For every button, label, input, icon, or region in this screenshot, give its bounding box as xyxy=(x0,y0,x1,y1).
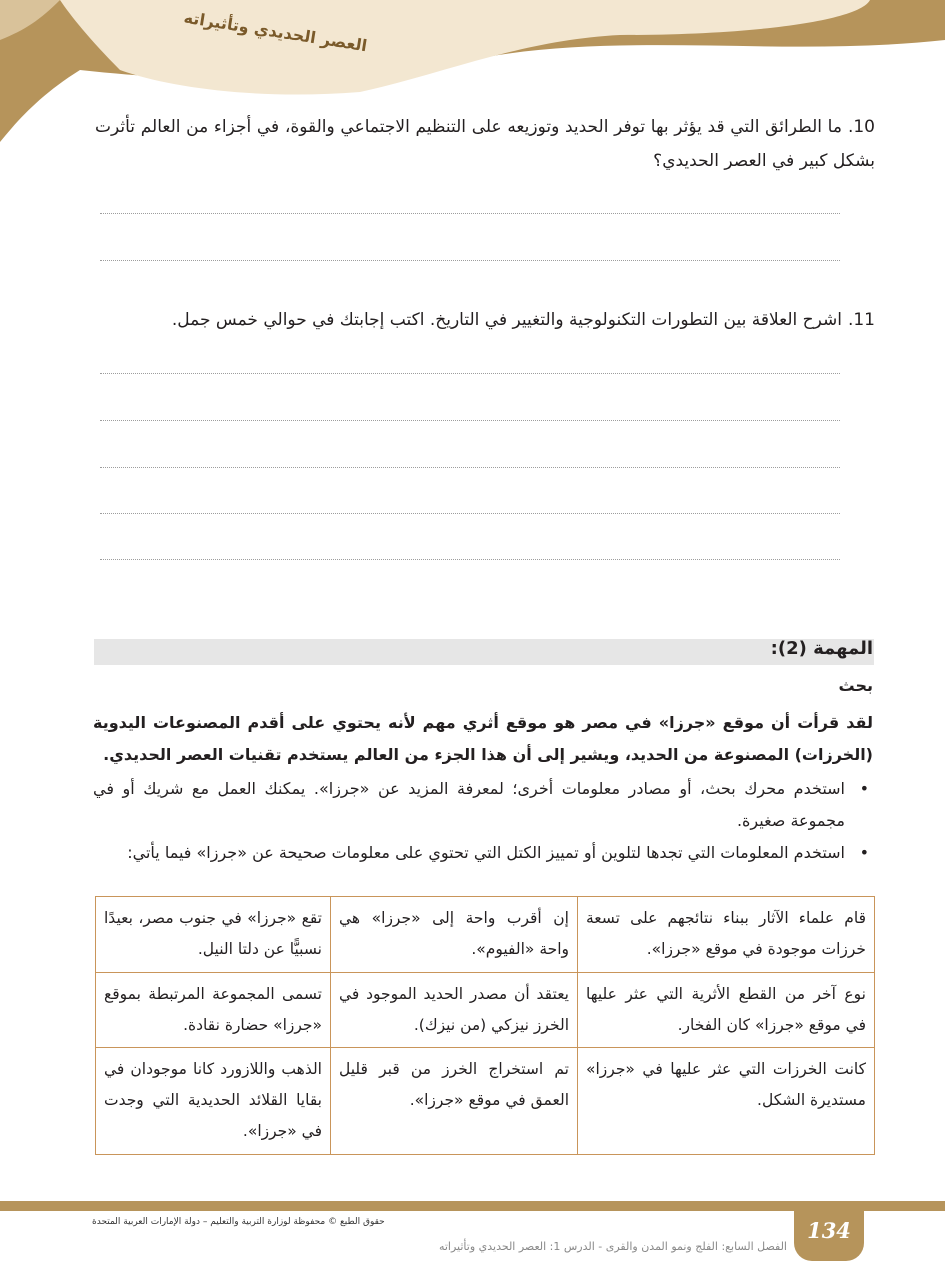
question-number: 10. xyxy=(847,117,875,137)
question-number: 11. xyxy=(847,310,875,330)
list-item xyxy=(93,773,873,837)
table-row xyxy=(96,1048,875,1155)
table-cell[interactable]: قام علماء الآثار ببناء نتائجهم على تسعة خرزات موجودة في موقع «جرزا». xyxy=(578,897,875,973)
table-cell[interactable]: تم استخراج الخرز من قبر قليل العمق في موقع «جرزا». xyxy=(331,1048,578,1155)
table-cell[interactable]: كانت الخرزات التي عثر عليها في «جرزا» مستديرة الشكل. xyxy=(578,1048,875,1155)
list-item-text: استخدم المعلومات التي تجدها لتلوين أو تمييز الكتل التي تحتوي على معلومات صحيحة عن «جرزا» فيما يأتي: xyxy=(127,843,845,862)
answer-line[interactable] xyxy=(100,420,840,421)
task-subtitle: بحث xyxy=(838,676,873,695)
answer-line[interactable] xyxy=(100,373,840,374)
question-text: اشرح العلاقة بين التطورات التكنولوجية والتغيير في التاريخ. اكتب إجابتك في حوالي خمس جمل. xyxy=(171,310,842,330)
breadcrumb: الفصل السابع: الفلج ونمو المدن والقرى - الدرس 1: العصر الحديدي وتأثيراته xyxy=(438,1240,787,1253)
table-cell[interactable]: يعتقد أن مصدر الحديد الموجود في الخرز نيزكي (من نيزك). xyxy=(331,973,578,1048)
table-cell[interactable]: إن أقرب واحة إلى «جرزا» هي واحة «الفيوم». xyxy=(331,897,578,973)
question-text: ما الطرائق التي قد يؤثر بها توفر الحديد وتوزيعه على التنظيم الاجتماعي والقوة، في أجزاء من العالم تأثرت بشكل كبير في العصر الحديدي؟ xyxy=(95,117,875,171)
task-title-bar xyxy=(94,639,874,665)
list-item xyxy=(93,837,873,869)
table-row xyxy=(96,973,875,1048)
page-number: 134 xyxy=(807,1218,851,1243)
table-row xyxy=(96,897,875,973)
answer-line[interactable] xyxy=(100,260,840,261)
bullet-icon: • xyxy=(859,779,869,798)
answer-line[interactable] xyxy=(100,559,840,560)
bullet-icon: • xyxy=(859,843,869,862)
table-cell[interactable]: تقع «جرزا» في جنوب مصر، بعيدًا نسبيًّا عن دلتا النيل. xyxy=(96,897,331,973)
table-cell[interactable]: الذهب واللازورد كانا موجودان في بقايا القلائد الحديدية التي وجدت في «جرزا». xyxy=(96,1048,331,1155)
answer-line[interactable] xyxy=(100,467,840,468)
answer-line[interactable] xyxy=(100,213,840,214)
question-10 xyxy=(95,110,875,178)
table-cell[interactable]: تسمى المجموعة المرتبطة بموقع «جرزا» حضارة نقادة. xyxy=(96,973,331,1048)
facts-table xyxy=(95,896,875,1155)
copyright-text: حقوق الطبع © محفوظة لوزارة التربية والتعليم – دولة الإمارات العربية المتحدة xyxy=(92,1217,385,1227)
task-intro: لقد قرأت أن موقع «جرزا» في مصر هو موقع أثري مهم لأنه يحتوي على أقدم المصنوعات اليدوية (الخرزات) المصنوعة من الحديد، ويشير إلى أن هذا الجزء من العالم يستخدم تقنيات العصر الحديدي. xyxy=(93,713,873,764)
lesson-title: العصر الحديدي وتأثيراته xyxy=(182,7,369,56)
table-cell[interactable]: نوع آخر من القطع الأثرية التي عثر عليها في موقع «جرزا» كان الفخار. xyxy=(578,973,875,1048)
answer-line[interactable] xyxy=(100,513,840,514)
question-11 xyxy=(95,303,875,337)
task-title: المهمة (2): xyxy=(770,638,873,659)
list-item-text: استخدم محرك بحث، أو مصادر معلومات أخرى؛ لمعرفة المزيد عن «جرزا». يمكنك العمل مع شريك أو في مجموعة صغيرة. xyxy=(93,779,845,830)
instructions-list xyxy=(93,773,873,869)
